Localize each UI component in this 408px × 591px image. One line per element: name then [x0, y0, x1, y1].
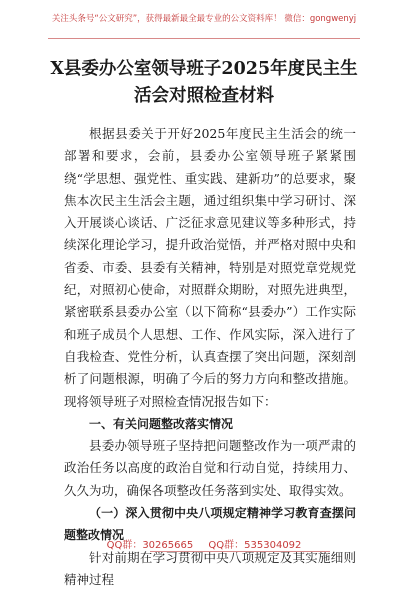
header-promo-note: 关注头条号“公文研究”，获得最新最全最专业的公文资料库！ 微信：gongwenyj [51, 14, 357, 24]
intro-paragraph: 根据县委关于开好2025年度民主生活会的统一部署和要求，会前，县委办公室领导班子紧紧围绕“学思想、强党性、重实践、建新功”的总要求，聚焦本次民主生活会主题，通过组织集中学习研讨、深入开展谈心谈话、广泛征求意见建议等多种形式，持续深化理论学习，提升政治觉悟，并严格对照中央和省委、市委、县委有关精神，特别是对照党章党规党纪，对照初心使命，对照群众期盼，对照先进典型，紧密联系县委办公室（以下简称“县委办”）工作实际和班子成员个人思想、工作、作风实际，深入进行了自我检查、党性分析，认真查摆了突出问题，深刻剖析了问题根源，明确了今后的努力方向和整改措施。现将领导班子对照检查情况报告如下： [64, 126, 356, 409]
document-body [64, 123, 356, 591]
section-1-paragraph: 县委办领导班子坚持把问题整改作为一项严肃的政治任务以高度的政治自觉和行动自觉，持续用力、久久为功，确保各项整改任务落到实处、取得实效。 [64, 438, 356, 498]
footer-underline [150, 551, 330, 552]
title-line-2: 活会对照检查材料 [134, 86, 274, 106]
subsection-heading-1: （一）深入贯彻中央八项规定精神学习教育查摆问题整改情况 [64, 506, 356, 543]
document-title [40, 56, 368, 110]
footer-qq-group-1: QQ群：30265665 [106, 540, 194, 551]
subsection-1-paragraph: 针对前期在学习贯彻中央八项规定及其实施细则精神过程 [64, 549, 356, 587]
header-divider [48, 38, 360, 39]
footer-qq-group-2: QQ群：535304092 [208, 540, 302, 551]
section-heading-1: 一、有关问题整改落实情况 [89, 416, 234, 431]
footer-contact [0, 536, 408, 551]
title-line-1: X县委办公室领导班子2025年度民主生 [50, 59, 358, 79]
